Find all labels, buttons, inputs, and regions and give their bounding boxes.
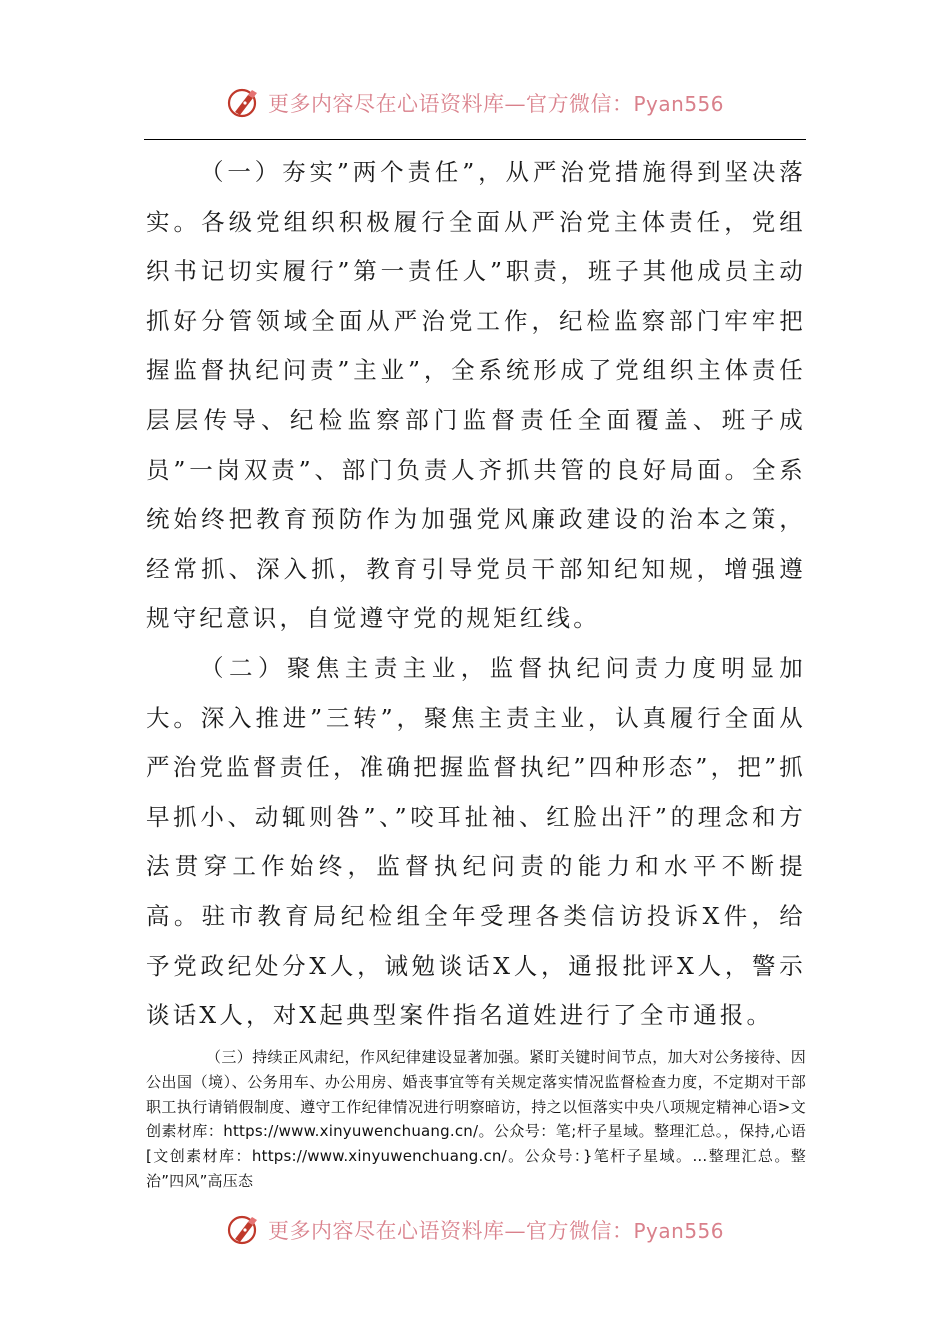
header-divider bbox=[144, 139, 806, 140]
footer-banner-text-cn: 更多内容尽在心语资料库—官方微信： bbox=[267, 1219, 634, 1243]
footer-banner bbox=[0, 1208, 950, 1252]
header-banner-text bbox=[268, 88, 724, 118]
pen-nib-circle-icon bbox=[226, 85, 262, 121]
header-banner-content bbox=[226, 85, 724, 121]
header-banner bbox=[0, 81, 950, 125]
footer-banner-text bbox=[268, 1215, 724, 1245]
footer-banner-wechat-id: Pyan556 bbox=[633, 1219, 724, 1243]
body-paragraph-2: （二）聚焦主责主业，监督执纪问责力度明显加大。深入推进”三转”，聚焦主责主业，认真履行全面从严治党监督责任，准确把握监督执纪”四种形态”，把”抓早抓小、动辄则咎”、”咬耳扯袖、红脸出汗”的理念和方法贯穿工作始终，监督执纪问责的能力和水平不断提高。驻市教育局纪检组全年受理各类信访投诉X件，给予党政纪处分X人，诫勉谈话X人，通报批评X人，警示谈话X人，对X起典型案件指名道姓进行了全市通报。 bbox=[146, 653, 806, 1030]
small-paragraph-3: （三）持续正风肃纪，作风纪律建设显著加强。紧盯关键时间节点，加大对公务接待、因公出国（境）、公务用车、办公用房、婚丧事宜等有关规定落实情况监督检查力度，不定期对干部职工执行请销假制度、遵守工作纪律情况进行明察暗访，持之以恒落实中央八项规定精神心语>文创素材库：https://www.xinyuwenchuang.cn/。公众号：笔;杆子星域。整理汇总。，保持,心语[文创素材库：https://www.xinyuwenchuang.cn/。公众号：}笔杆子星域。...整理汇总。整治”四风”高压态 bbox=[146, 1048, 806, 1190]
small-print-section bbox=[146, 1045, 806, 1194]
header-banner-text-cn: 更多内容尽在心语资料库—官方微信： bbox=[267, 92, 634, 116]
footer-banner-content bbox=[226, 1212, 724, 1248]
header-banner-wechat-id: Pyan556 bbox=[633, 92, 724, 116]
pen-nib-circle-icon bbox=[226, 1212, 262, 1248]
main-body bbox=[146, 148, 806, 1041]
body-paragraph-1: （一）夯实”两个责任”，从严治党措施得到坚决落实。各级党组织积极履行全面从严治党主体责任，党组织书记切实履行”第一责任人”职责，班子其他成员主动抓好分管领域全面从严治党工作，纪检监察部门牢牢把握监督执纪问责”主业”，全系统形成了党组织主体责任层层传导、纪检监察部门监督责任全面覆盖、班子成员”一岗双责”、部门负责人齐抓共管的良好局面。全系统始终把教育预防作为加强党风廉政建设的治本之策，经常抓、深入抓，教育引导党员干部知纪知规，增强遵规守纪意识，自觉遵守党的规矩红线。 bbox=[146, 158, 806, 633]
